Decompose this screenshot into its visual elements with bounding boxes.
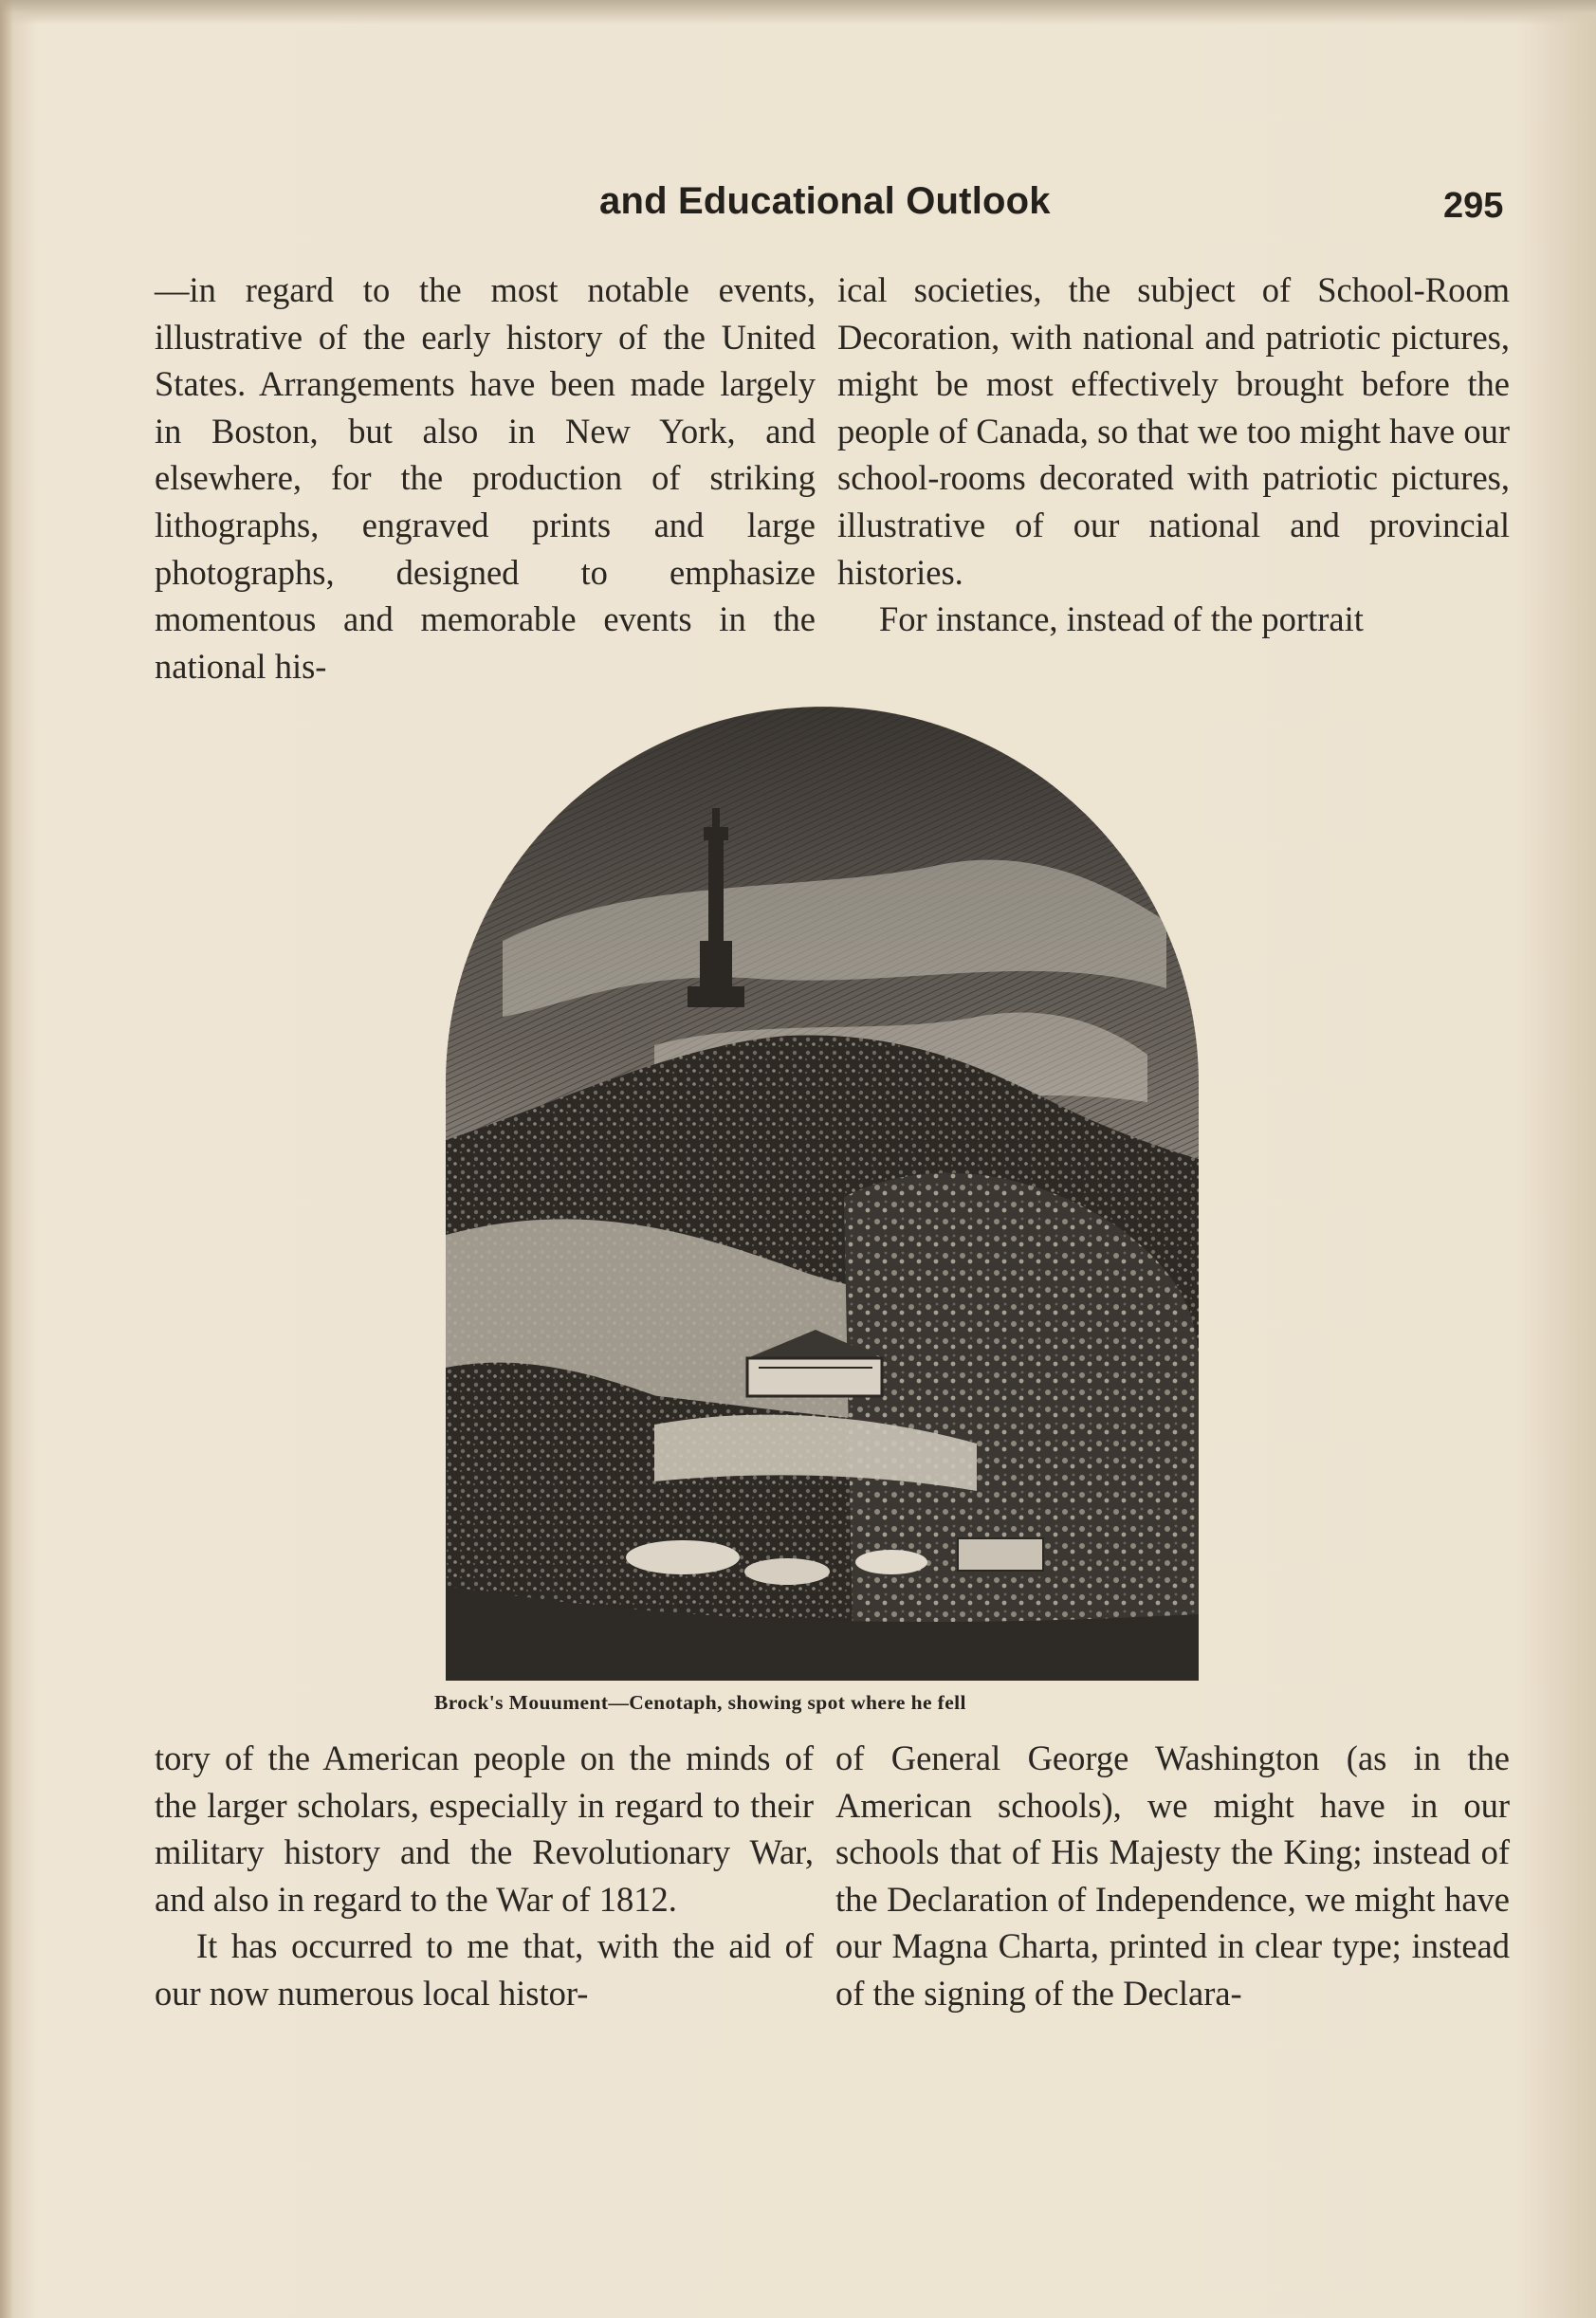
page-top-edge — [0, 0, 1596, 25]
running-header-title: and Educational Outlook — [599, 180, 1051, 222]
paragraph: of General George Washington (as in the American schools), we might have in our schools that of His Majesty the King; instead of the Declaration of Independence, we might have our Magna Charta, printed in clear type; instead of the signing of the Declara- — [835, 1738, 1510, 2013]
page-number: 295 — [1443, 186, 1504, 226]
column-bottom-right — [835, 1735, 1510, 2017]
engraving-illustration-image — [446, 704, 1199, 1681]
paragraph: —in regard to the most notable events, illustrative of the early history of the United States. Arrangements have been made largely in Boston, but also in New York, and elsewhere, for the production of striking lithographs, engraved prints and large photographs, designed to emphasize momentous and memorable events in the national his- — [155, 270, 816, 686]
paragraph: For instance, instead of the portrait — [879, 599, 1364, 639]
paragraph: ical societies, the subject of School-Room Decoration, with national and patriotic pictures, might be most effectively brought before the people of Canada, so that we too might have our school-rooms decorated with patriotic pictures, illustrative of our national and provincial histories. — [837, 270, 1510, 592]
engraving-illustration — [446, 704, 1199, 1681]
column-top-left — [155, 267, 816, 690]
figure-caption: Brock's Mouument—Cenotaph, showing spot where he fell — [434, 1691, 966, 1714]
column-bottom-left — [155, 1735, 814, 2017]
paragraph: tory of the American people on the minds of the larger scholars, especially in regard to their military history and the Revolutionary War, and also in regard to the War of 1812. — [155, 1738, 814, 1919]
paragraph: It has occurred to me that, with the aid of our now numerous local histor- — [155, 1926, 814, 2013]
page-binding-edge — [0, 0, 13, 2318]
column-top-right — [837, 267, 1510, 643]
